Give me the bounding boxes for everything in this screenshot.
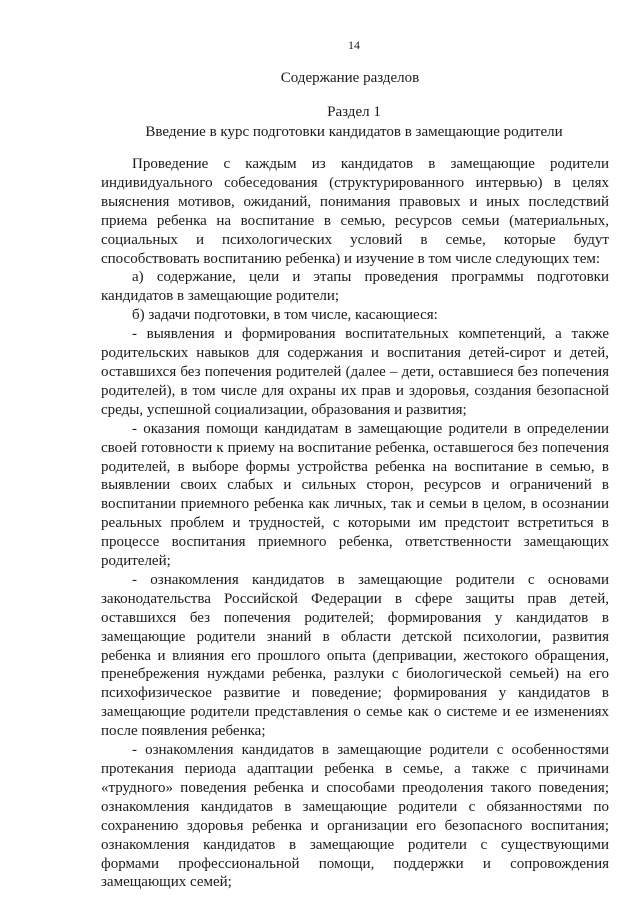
section-title: Введение в курс подготовки кандидатов в замещающие родители <box>145 124 563 140</box>
paragraph-bullet-legislation: - ознакомления кандидатов в замещающие родители с основами законодательства Российской Федерации в сфере защиты прав детей, оставшихся без попечения родителей; формирования у кандидатов в замещающие родители знаний в области детской психологии, развития ребенка и влияния его прошлого опыта (депривации, жестокого обращения, пренебрежения нуждами ребенка, разлуки с биологической семьей) на его психофизическое развитие и поведение; формирования у кандидатов в замещающие родители представления о семье как о системе и ее изменениях после появления ребенка; <box>101 571 609 740</box>
page-number: 14 <box>348 38 360 52</box>
paragraph-bullet-adaptation: - ознакомления кандидатов в замещающие родители с особенностями протекания периода адаптации ребенка в семье, а также с причинами «трудного» поведения ребенка и способами преодоления такого поведения; ознакомления кандидатов в замещающие родители с обязанностями по сохранению здоровья ребенка и организации его безопасного воспитания; ознакомления кандидатов в замещающие родители с существующими формами профессиональной помощи, поддержки и сопровождения замещающих семей; <box>101 742 609 891</box>
paragraph-bullet-competencies: - выявления и формирования воспитательных компетенций, а также родительских навыков для содержания и воспитания детей-сирот и детей, оставшихся без попечения родителей (далее – дети, оставшиеся без попечения родителей), в том числе для охраны их прав и здоровья, создания безопасной среды, успешной социализации, образования и развития; <box>101 326 609 418</box>
contents-title: Содержание разделов <box>280 70 420 86</box>
section-number: Раздел 1 <box>327 104 381 120</box>
paragraph-intro: Проведение с каждым из кандидатов в замещающие родители индивидуального собеседования (структурированного интервью) в целях выяснения мотивов, ожиданий, понимания правовых и иных последствий приема ребенка на воспитание в семью, ресурсов семьи (материальных, социальных и психологических условий в семье, которые будут способствовать воспитанию ребенка) и изучение в том числе следующих тем: <box>101 156 609 267</box>
body-text <box>101 155 609 892</box>
paragraph-bullet-assistance: - оказания помощи кандидатам в замещающие родители в определении своей готовности к приему на воспитание ребенка, оставшегося без попечения родителей, в выборе формы устройства ребенка на воспитание в семью, в выявлении своих слабых и сильных сторон, ресурсов и ограничений в воспитании приемного ребенка как личных, так и семьи в целом, в осознании реальных проблем и трудностей, с которыми им предстоит встретиться в процессе воспитания приемного ребенка, ответственности замещающих родителей; <box>101 420 609 570</box>
paragraph-item-b: б) задачи подготовки, в том числе, касающиеся: <box>132 307 438 324</box>
paragraph-item-a: а) содержание, цели и этапы проведения программы подготовки кандидатов в замещающие родители; <box>101 269 609 305</box>
